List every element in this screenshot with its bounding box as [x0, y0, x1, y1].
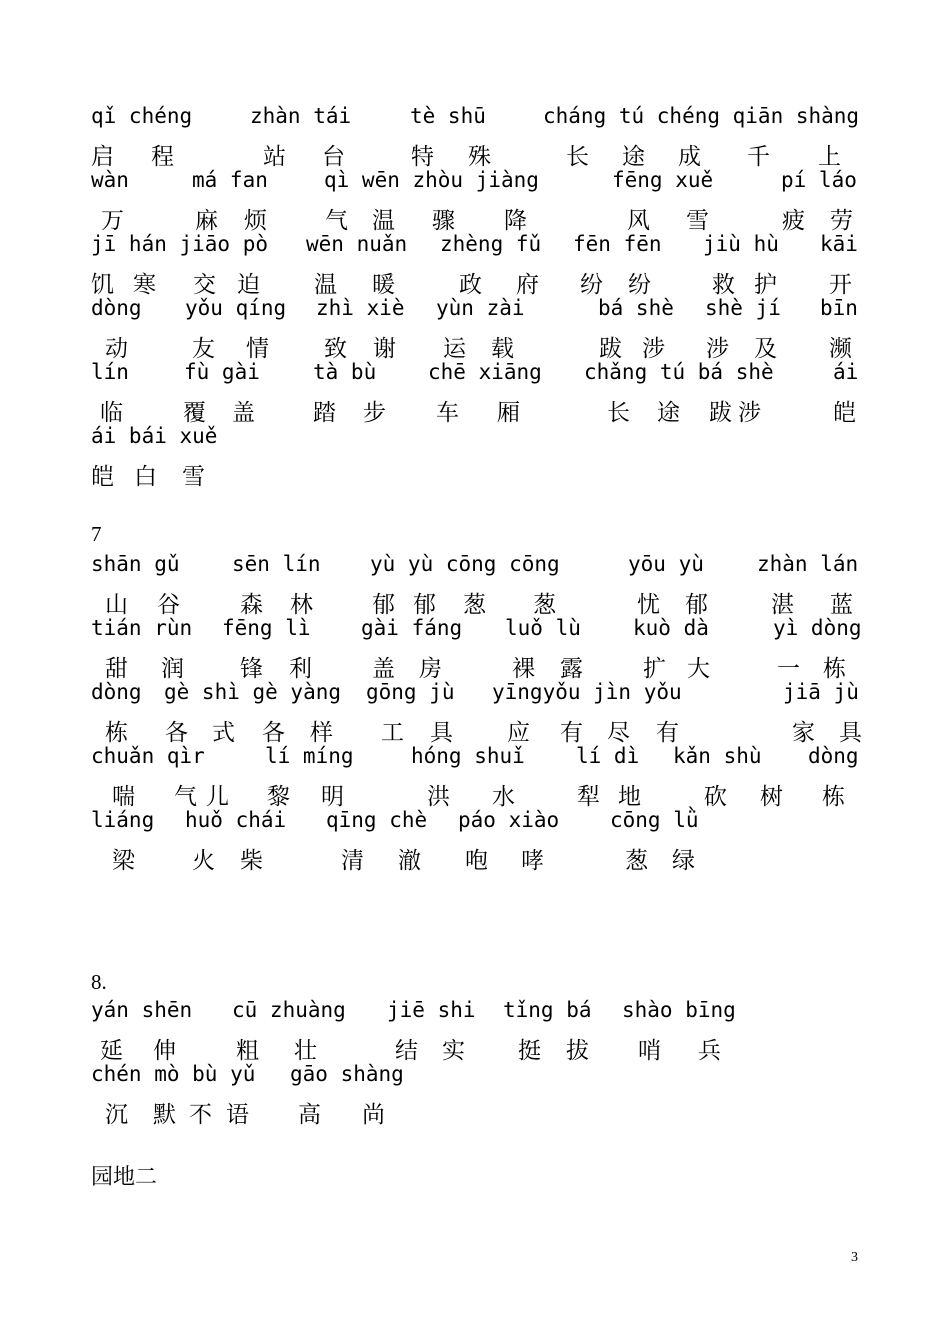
pinyin-line [0, 104, 950, 138]
hanzi-char: 有 [560, 720, 583, 746]
pinyin-word: yán shēn [91, 998, 193, 1022]
pinyin-word: qīng chè [326, 808, 428, 832]
hanzi-char: 濒 [829, 336, 852, 362]
hanzi-char: 寒 [133, 272, 156, 298]
hanzi-char: 气 [174, 784, 197, 810]
hanzi-char: 具 [839, 720, 862, 746]
hanzi-char: 哨 [638, 1038, 661, 1064]
pinyin-word: jiē shi [387, 998, 476, 1022]
hanzi-char: 饥 [91, 272, 114, 298]
hanzi-char: 森 [240, 592, 263, 618]
hanzi-char: 明 [321, 784, 344, 810]
hanzi-char: 车 [436, 400, 459, 426]
pinyin-word: fēn fēn [573, 232, 662, 256]
hanzi-char: 长 [566, 144, 589, 170]
hanzi-char: 有 [656, 720, 679, 746]
hanzi-char: 甜 [105, 656, 128, 682]
hanzi-char: 友 [192, 336, 215, 362]
hanzi-char: 郁 [685, 592, 708, 618]
hanzi-char: 站 [263, 144, 286, 170]
pinyin-word: lí míng [265, 744, 354, 768]
pinyin-word: lín [91, 360, 129, 384]
hanzi-line [0, 394, 950, 428]
page-number: 3 [851, 1250, 858, 1265]
hanzi-char: 府 [516, 272, 539, 298]
hanzi-char: 启 [91, 144, 114, 170]
hanzi-char: 盖 [232, 400, 255, 426]
pinyin-word: zhàn tái [250, 104, 352, 128]
hanzi-line [0, 650, 950, 684]
hanzi-line [0, 138, 950, 172]
pinyin-word: jī hán jiāo pò [91, 232, 269, 256]
hanzi-char: 降 [504, 208, 527, 234]
hanzi-char: 黎 [267, 784, 290, 810]
hanzi-char: 纷 [580, 272, 603, 298]
hanzi-char: 儿 [206, 784, 229, 810]
hanzi-char: 风 [627, 208, 650, 234]
pinyin-line [0, 998, 950, 1032]
hanzi-char: 台 [322, 144, 345, 170]
hanzi-char: 暖 [372, 272, 395, 298]
hanzi-char: 蓝 [830, 592, 853, 618]
footer-heading: 园地二 [91, 1165, 158, 1190]
pinyin-word: wēn nuǎn [306, 232, 408, 256]
pinyin-line [0, 808, 950, 842]
hanzi-char: 默 [153, 1102, 176, 1128]
hanzi-char: 千 [747, 144, 770, 170]
pinyin-word: gāo shàng [290, 1062, 404, 1086]
hanzi-char: 途 [657, 400, 680, 426]
hanzi-char: 房 [419, 656, 442, 682]
hanzi-char: 尽 [607, 720, 630, 746]
pinyin-word: ái [833, 360, 859, 384]
hanzi-char: 林 [290, 592, 313, 618]
hanzi-char: 温 [314, 272, 337, 298]
hanzi-char: 清 [341, 848, 364, 874]
pinyin-word: dòng [91, 680, 142, 704]
hanzi-char: 拔 [566, 1038, 589, 1064]
hanzi-char: 树 [760, 784, 783, 810]
pinyin-word: wàn [91, 168, 129, 192]
hanzi-char: 踏 [313, 400, 336, 426]
pinyin-word: yǒu qíng [185, 296, 287, 320]
hanzi-char: 湛 [771, 592, 794, 618]
hanzi-char: 涉 [738, 400, 761, 426]
hanzi-char: 麻 [195, 208, 218, 234]
hanzi-char: 式 [212, 720, 235, 746]
hanzi-char: 雪 [182, 464, 205, 490]
hanzi-char: 利 [289, 656, 312, 682]
pinyin-word: tè shū [410, 104, 486, 128]
pinyin-word: shān gǔ [91, 552, 180, 576]
hanzi-char: 砍 [704, 784, 727, 810]
hanzi-char: 各 [165, 720, 188, 746]
pinyin-line [0, 552, 950, 586]
pinyin-word: zhèng fǔ [440, 232, 542, 256]
hanzi-char: 结 [395, 1038, 418, 1064]
hanzi-char: 兵 [698, 1038, 721, 1064]
hanzi-char: 跋 [709, 400, 732, 426]
hanzi-char: 临 [100, 400, 123, 426]
hanzi-char: 山 [105, 592, 128, 618]
pinyin-word: má fan [192, 168, 268, 192]
hanzi-char: 涉 [706, 336, 729, 362]
hanzi-char: 情 [246, 336, 269, 362]
hanzi-char: 地 [618, 784, 641, 810]
hanzi-char: 上 [818, 144, 841, 170]
pinyin-word: yīngyǒu jìn yǒu [492, 680, 682, 704]
pinyin-word: fēng xuě [612, 168, 714, 192]
pinyin-word: tà bù [313, 360, 377, 384]
pinyin-line [0, 232, 950, 266]
hanzi-char: 疲 [782, 208, 805, 234]
pinyin-word: fù gài [184, 360, 260, 384]
hanzi-char: 政 [459, 272, 482, 298]
pinyin-word: chén mò bù yǔ [91, 1062, 256, 1086]
pinyin-word: gōng jù [366, 680, 455, 704]
hanzi-char: 葱 [463, 592, 486, 618]
hanzi-char: 哮 [521, 848, 544, 874]
hanzi-char: 殊 [468, 144, 491, 170]
pinyin-word: cū zhuàng [232, 998, 346, 1022]
hanzi-char: 喘 [112, 784, 135, 810]
pinyin-line [0, 424, 950, 458]
hanzi-char: 万 [101, 208, 124, 234]
hanzi-char: 实 [442, 1038, 465, 1064]
hanzi-char: 雪 [686, 208, 709, 234]
pinyin-word: gài fáng [361, 616, 463, 640]
hanzi-char: 致 [324, 336, 347, 362]
hanzi-char: 露 [560, 656, 583, 682]
hanzi-char: 犁 [577, 784, 600, 810]
hanzi-char: 载 [491, 336, 514, 362]
hanzi-char: 谢 [373, 336, 396, 362]
hanzi-char: 葱 [625, 848, 648, 874]
hanzi-char: 交 [193, 272, 216, 298]
hanzi-char: 栋 [822, 784, 845, 810]
pinyin-word: yù yù cōng cōng [370, 552, 560, 576]
hanzi-char: 栋 [823, 656, 846, 682]
pinyin-word: hóng shuǐ [411, 744, 525, 768]
hanzi-char: 郁 [372, 592, 395, 618]
hanzi-char: 火 [192, 848, 215, 874]
pinyin-word: tián rùn [91, 616, 193, 640]
hanzi-char: 特 [411, 144, 434, 170]
hanzi-char: 各 [262, 720, 285, 746]
pinyin-word: dòng [91, 296, 142, 320]
hanzi-char: 裸 [512, 656, 535, 682]
pinyin-word: cháng tú chéng qiān shàng [543, 104, 860, 128]
hanzi-char: 气 [325, 208, 348, 234]
hanzi-char: 运 [443, 336, 466, 362]
hanzi-char: 梁 [112, 848, 135, 874]
hanzi-char: 扩 [643, 656, 666, 682]
pinyin-line [0, 360, 950, 394]
hanzi-char: 及 [754, 336, 777, 362]
pinyin-word: chǎng tú bá shè [584, 360, 774, 384]
hanzi-char: 涉 [642, 336, 665, 362]
pinyin-word: qǐ chéng [91, 104, 193, 128]
pinyin-word: pí láo [781, 168, 857, 192]
hanzi-char: 葱 [533, 592, 556, 618]
pinyin-word: shào bīng [622, 998, 736, 1022]
hanzi-char: 沉 [105, 1102, 128, 1128]
pinyin-word: gè shì gè yàng [164, 680, 342, 704]
hanzi-char: 粗 [236, 1038, 259, 1064]
hanzi-char: 一 [777, 656, 800, 682]
pinyin-word: bīn [820, 296, 858, 320]
hanzi-char: 盖 [372, 656, 395, 682]
hanzi-char: 皑 [833, 400, 856, 426]
hanzi-char: 水 [492, 784, 515, 810]
hanzi-char: 咆 [465, 848, 488, 874]
hanzi-char: 具 [430, 720, 453, 746]
hanzi-char: 挺 [518, 1038, 541, 1064]
hanzi-char: 洪 [427, 784, 450, 810]
hanzi-char: 高 [298, 1102, 321, 1128]
hanzi-char: 绿 [672, 848, 695, 874]
hanzi-char: 壮 [294, 1038, 317, 1064]
pinyin-word: fēng lì [222, 616, 311, 640]
hanzi-char: 延 [100, 1038, 123, 1064]
hanzi-char: 厢 [497, 400, 520, 426]
hanzi-line [0, 458, 950, 492]
hanzi-char: 皑 [91, 464, 114, 490]
section-7-number: 7 [91, 522, 102, 546]
pinyin-line [0, 616, 950, 650]
hanzi-char: 劳 [830, 208, 853, 234]
hanzi-line [0, 586, 950, 620]
hanzi-line [0, 1032, 950, 1066]
pinyin-word: chē xiāng [428, 360, 542, 384]
hanzi-char: 动 [105, 336, 128, 362]
hanzi-char: 语 [226, 1102, 249, 1128]
pinyin-word: kǎn shù [673, 744, 762, 768]
pinyin-word: jiā jù [783, 680, 859, 704]
hanzi-char: 澈 [398, 848, 421, 874]
hanzi-char: 温 [372, 208, 395, 234]
pinyin-line [0, 296, 950, 330]
hanzi-char: 程 [151, 144, 174, 170]
hanzi-char: 工 [381, 720, 404, 746]
pinyin-line [0, 168, 950, 202]
hanzi-char: 长 [607, 400, 630, 426]
hanzi-char: 跋 [599, 336, 622, 362]
hanzi-char: 成 [678, 144, 701, 170]
hanzi-char: 步 [363, 400, 386, 426]
pinyin-word: dòng [808, 744, 859, 768]
hanzi-char: 途 [622, 144, 645, 170]
hanzi-char: 不 [189, 1102, 212, 1128]
hanzi-char: 锋 [240, 656, 263, 682]
hanzi-char: 护 [754, 272, 777, 298]
hanzi-line [0, 778, 950, 812]
section-8-number: 8. [91, 970, 107, 994]
hanzi-char: 烦 [244, 208, 267, 234]
hanzi-char: 样 [310, 720, 333, 746]
pinyin-word: qì wēn zhòu jiàng [324, 168, 539, 192]
pinyin-word: chuǎn qìr [91, 744, 205, 768]
hanzi-char: 白 [134, 464, 157, 490]
hanzi-char: 纷 [628, 272, 651, 298]
pinyin-word: jiù hù [703, 232, 779, 256]
pinyin-word: bá shè [598, 296, 674, 320]
hanzi-line [0, 842, 950, 876]
pinyin-word: yōu yù [628, 552, 704, 576]
pinyin-word: huǒ chái [185, 808, 287, 832]
hanzi-char: 应 [507, 720, 530, 746]
pinyin-word: ái bái xuě [91, 424, 218, 448]
hanzi-char: 骤 [432, 208, 455, 234]
hanzi-char: 尚 [362, 1102, 385, 1128]
pinyin-word: luǒ lù [505, 616, 581, 640]
pinyin-line [0, 744, 950, 778]
hanzi-char: 忧 [637, 592, 660, 618]
pinyin-word: tǐng bá [503, 998, 592, 1022]
hanzi-char: 栋 [105, 720, 128, 746]
pinyin-word: liáng [91, 808, 155, 832]
hanzi-line [0, 1096, 950, 1130]
pinyin-word: yì dòng [773, 616, 862, 640]
hanzi-char: 谷 [157, 592, 180, 618]
pinyin-word: lí dì [576, 744, 640, 768]
hanzi-line [0, 202, 950, 236]
pinyin-word: yùn zài [436, 296, 525, 320]
hanzi-char: 开 [829, 272, 852, 298]
hanzi-char: 家 [792, 720, 815, 746]
hanzi-char: 柴 [240, 848, 263, 874]
pinyin-word: páo xiào [458, 808, 560, 832]
pinyin-word: cōng lǜ [610, 808, 699, 832]
hanzi-char: 覆 [183, 400, 206, 426]
hanzi-line [0, 714, 950, 748]
pinyin-word: shè jí [705, 296, 781, 320]
pinyin-word: kuò dà [633, 616, 709, 640]
hanzi-line [0, 330, 950, 364]
pinyin-line [0, 1062, 950, 1096]
pinyin-word: zhàn lán [757, 552, 859, 576]
hanzi-char: 救 [712, 272, 735, 298]
hanzi-char: 润 [161, 656, 184, 682]
hanzi-char: 伸 [153, 1038, 176, 1064]
hanzi-char: 大 [687, 656, 710, 682]
pinyin-word: sēn lín [232, 552, 321, 576]
pinyin-word: kāi [820, 232, 858, 256]
hanzi-line [0, 266, 950, 300]
pinyin-line [0, 680, 950, 714]
pinyin-word: zhì xiè [316, 296, 405, 320]
hanzi-char: 郁 [413, 592, 436, 618]
hanzi-char: 迫 [237, 272, 260, 298]
